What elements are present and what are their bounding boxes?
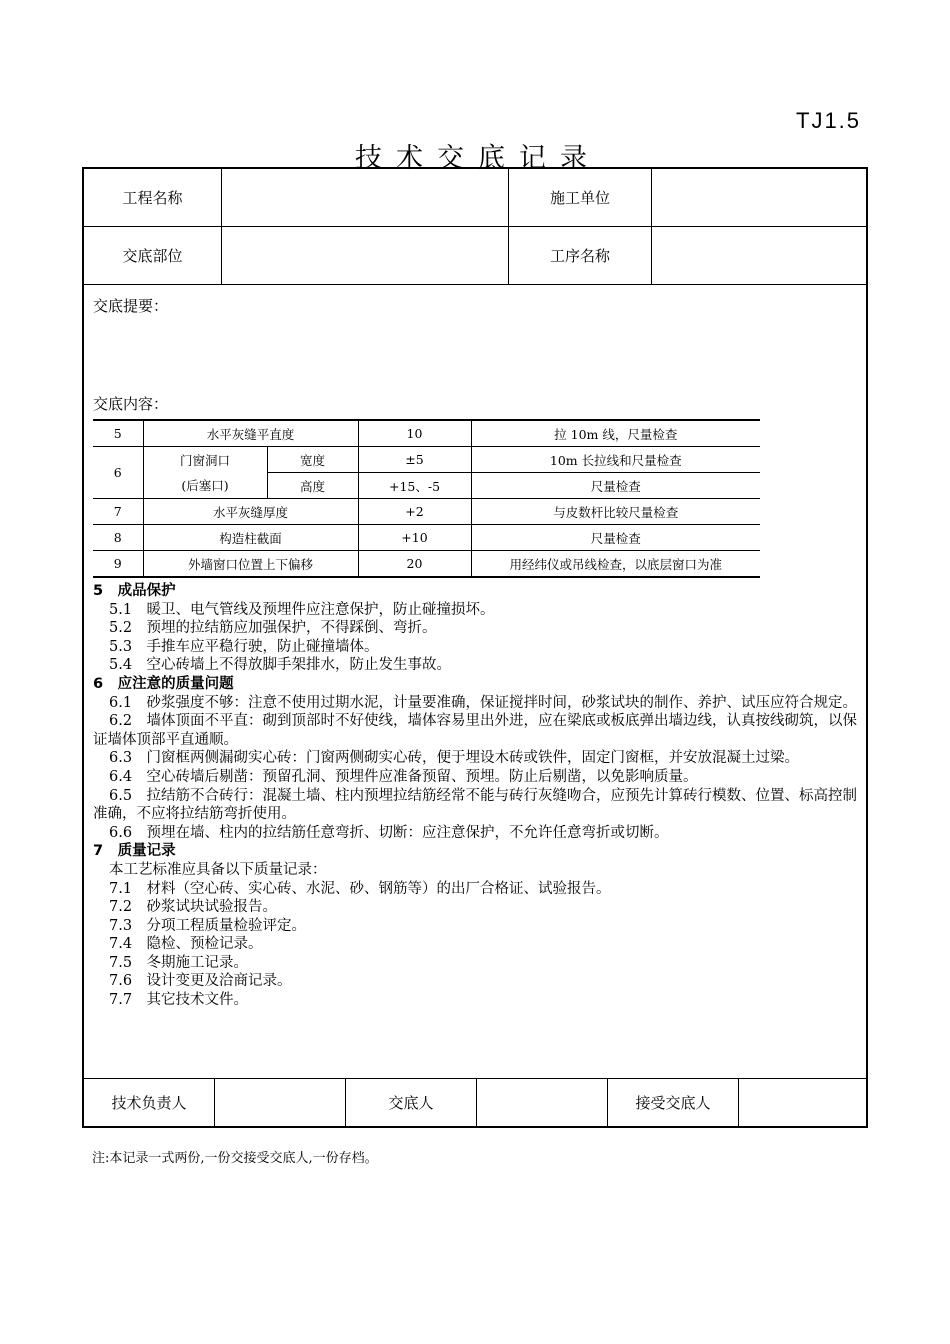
receiver-label: 接受交底人 <box>635 1094 711 1112</box>
receiver-field[interactable] <box>739 1079 866 1126</box>
disclosure-body <box>93 582 861 1010</box>
section-item: 7.5 冬期施工记录。 <box>109 954 249 971</box>
section-item: 6.1 砂浆强度不够：注意不使用过期水泥，计量要准确，保证搅拌时间，砂浆试块的制作、养护、试压应符合规定。 <box>109 694 858 711</box>
check-method: 10m 长拉线和尺量检查 <box>471 447 760 473</box>
check-item: 外墙窗口位置上下偏移 <box>143 551 358 578</box>
table-row <box>93 473 760 499</box>
tolerance-value: +2 <box>358 499 471 525</box>
section-item: 6.6 预埋在墙、柱内的拉结筋任意弯折、切断：应注意保护，不允许任意弯折或切断。 <box>109 824 669 841</box>
table-row <box>93 525 760 551</box>
check-method: 与皮数杆比较尺量检查 <box>471 499 760 525</box>
row-number: 5 <box>93 420 143 447</box>
row-number: 8 <box>93 525 143 551</box>
check-item: (后塞口) <box>143 473 267 499</box>
tolerance-value: +10 <box>358 525 471 551</box>
location-label: 交底部位 <box>122 247 183 265</box>
tolerance-table <box>93 419 760 578</box>
location-field[interactable] <box>222 227 508 284</box>
table-row <box>93 499 760 525</box>
row-number: 9 <box>93 551 143 578</box>
section-item: 5.4 空心砖墙上不得放脚手架排水，防止发生事故。 <box>109 657 452 674</box>
check-method: 尺量检查 <box>471 525 760 551</box>
check-item: 构造柱截面 <box>143 525 358 551</box>
section-item: 本工艺标准应具备以下质量记录： <box>109 861 327 878</box>
section-heading: 6 应注意的质量问题 <box>93 675 234 692</box>
section-item: 6.3 门窗框两侧漏砌实心砖：门窗两侧砌实心砖，便于埋设木砖或铁件，固定门窗框，并安放混凝土过梁。 <box>109 750 800 767</box>
disclosure-form <box>82 167 868 1128</box>
process-label: 工序名称 <box>549 247 610 265</box>
section-item: 5.1 暖卫、电气管线及预埋件应注意保护，防止碰撞损坏。 <box>109 601 495 618</box>
section-item: 7.7 其它技术文件。 <box>109 992 249 1009</box>
page-title: 技术交底记录 <box>355 143 601 174</box>
tolerance-value: 10 <box>358 420 471 447</box>
check-item: 水平灰缝厚度 <box>143 499 358 525</box>
tolerance-value: ±5 <box>358 447 471 473</box>
process-field[interactable] <box>652 227 866 284</box>
summary-label: 交底提要： <box>93 297 169 315</box>
section-item: 6.5 拉结筋不合砖行：混凝土墙、柱内预埋拉结筋经常不能与砖行灰缝吻合，应预先计算砖行模数、位置、标高控制准确，不应将拉结筋弯折使用。 <box>93 787 858 823</box>
discloser-field[interactable] <box>477 1079 607 1126</box>
check-method: 拉 10m 线，尺量检查 <box>471 420 760 447</box>
section-item: 7.3 分项工程质量检验评定。 <box>109 917 307 934</box>
tolerance-value: +15、-5 <box>358 473 471 499</box>
tolerance-value: 20 <box>358 551 471 578</box>
content-label: 交底内容： <box>93 395 169 413</box>
check-item: 水平灰缝平直度 <box>143 420 358 447</box>
section-heading: 7 质量记录 <box>93 843 176 860</box>
project-name-field[interactable] <box>222 169 508 226</box>
check-method: 用经纬仪或吊线检查，以底层窗口为准 <box>471 551 760 578</box>
section-item: 7.6 设计变更及洽商记录。 <box>109 973 292 990</box>
section-item: 7.2 砂浆试块试验报告。 <box>109 899 278 916</box>
section-item: 7.1 材料（空心砖、实心砖、水泥、砂、钢筋等）的出厂合格证、试验报告。 <box>109 880 611 897</box>
contractor-field[interactable] <box>652 169 866 226</box>
section-item: 5.3 手推车应平稳行驶，防止碰撞墙体。 <box>109 638 379 655</box>
check-subitem: 宽度 <box>267 447 358 473</box>
section-item: 5.2 预埋的拉结筋应加强保护，不得踩倒、弯折。 <box>109 620 437 637</box>
section-item: 7.4 隐检、预检记录。 <box>109 936 263 953</box>
project-name-label: 工程名称 <box>122 189 183 207</box>
table-row <box>93 551 760 578</box>
table-row <box>93 447 760 473</box>
check-subitem: 高度 <box>267 473 358 499</box>
tech-lead-label: 技术负责人 <box>111 1094 187 1112</box>
check-item: 门窗洞口 <box>143 447 267 473</box>
form-code: TJ1.5 <box>796 108 862 133</box>
table-row <box>93 420 760 447</box>
discloser-label: 交底人 <box>388 1094 434 1112</box>
grid-line <box>84 284 866 285</box>
contractor-label: 施工单位 <box>549 189 610 207</box>
row-number: 6 <box>93 447 143 499</box>
section-item: 6.2 墙体顶面不平直：砌到顶部时不好使线，墙体容易里出外进，应在梁底或板底弹出墙边线，认真按线砌筑，以保证墙体顶部平直通顺。 <box>93 713 858 748</box>
tech-lead-field[interactable] <box>215 1079 345 1126</box>
row-number: 7 <box>93 499 143 525</box>
section-heading: 5 成品保护 <box>93 583 176 599</box>
footnote: 注:本记录一式两份,一份交接受交底人,一份存档。 <box>92 1151 378 1166</box>
check-method: 尺量检查 <box>471 473 760 499</box>
section-item: 6.4 空心砖墙后剔凿：预留孔洞、预埋件应准备预留、预埋。防止后剔凿，以免影响质量。 <box>109 768 698 785</box>
